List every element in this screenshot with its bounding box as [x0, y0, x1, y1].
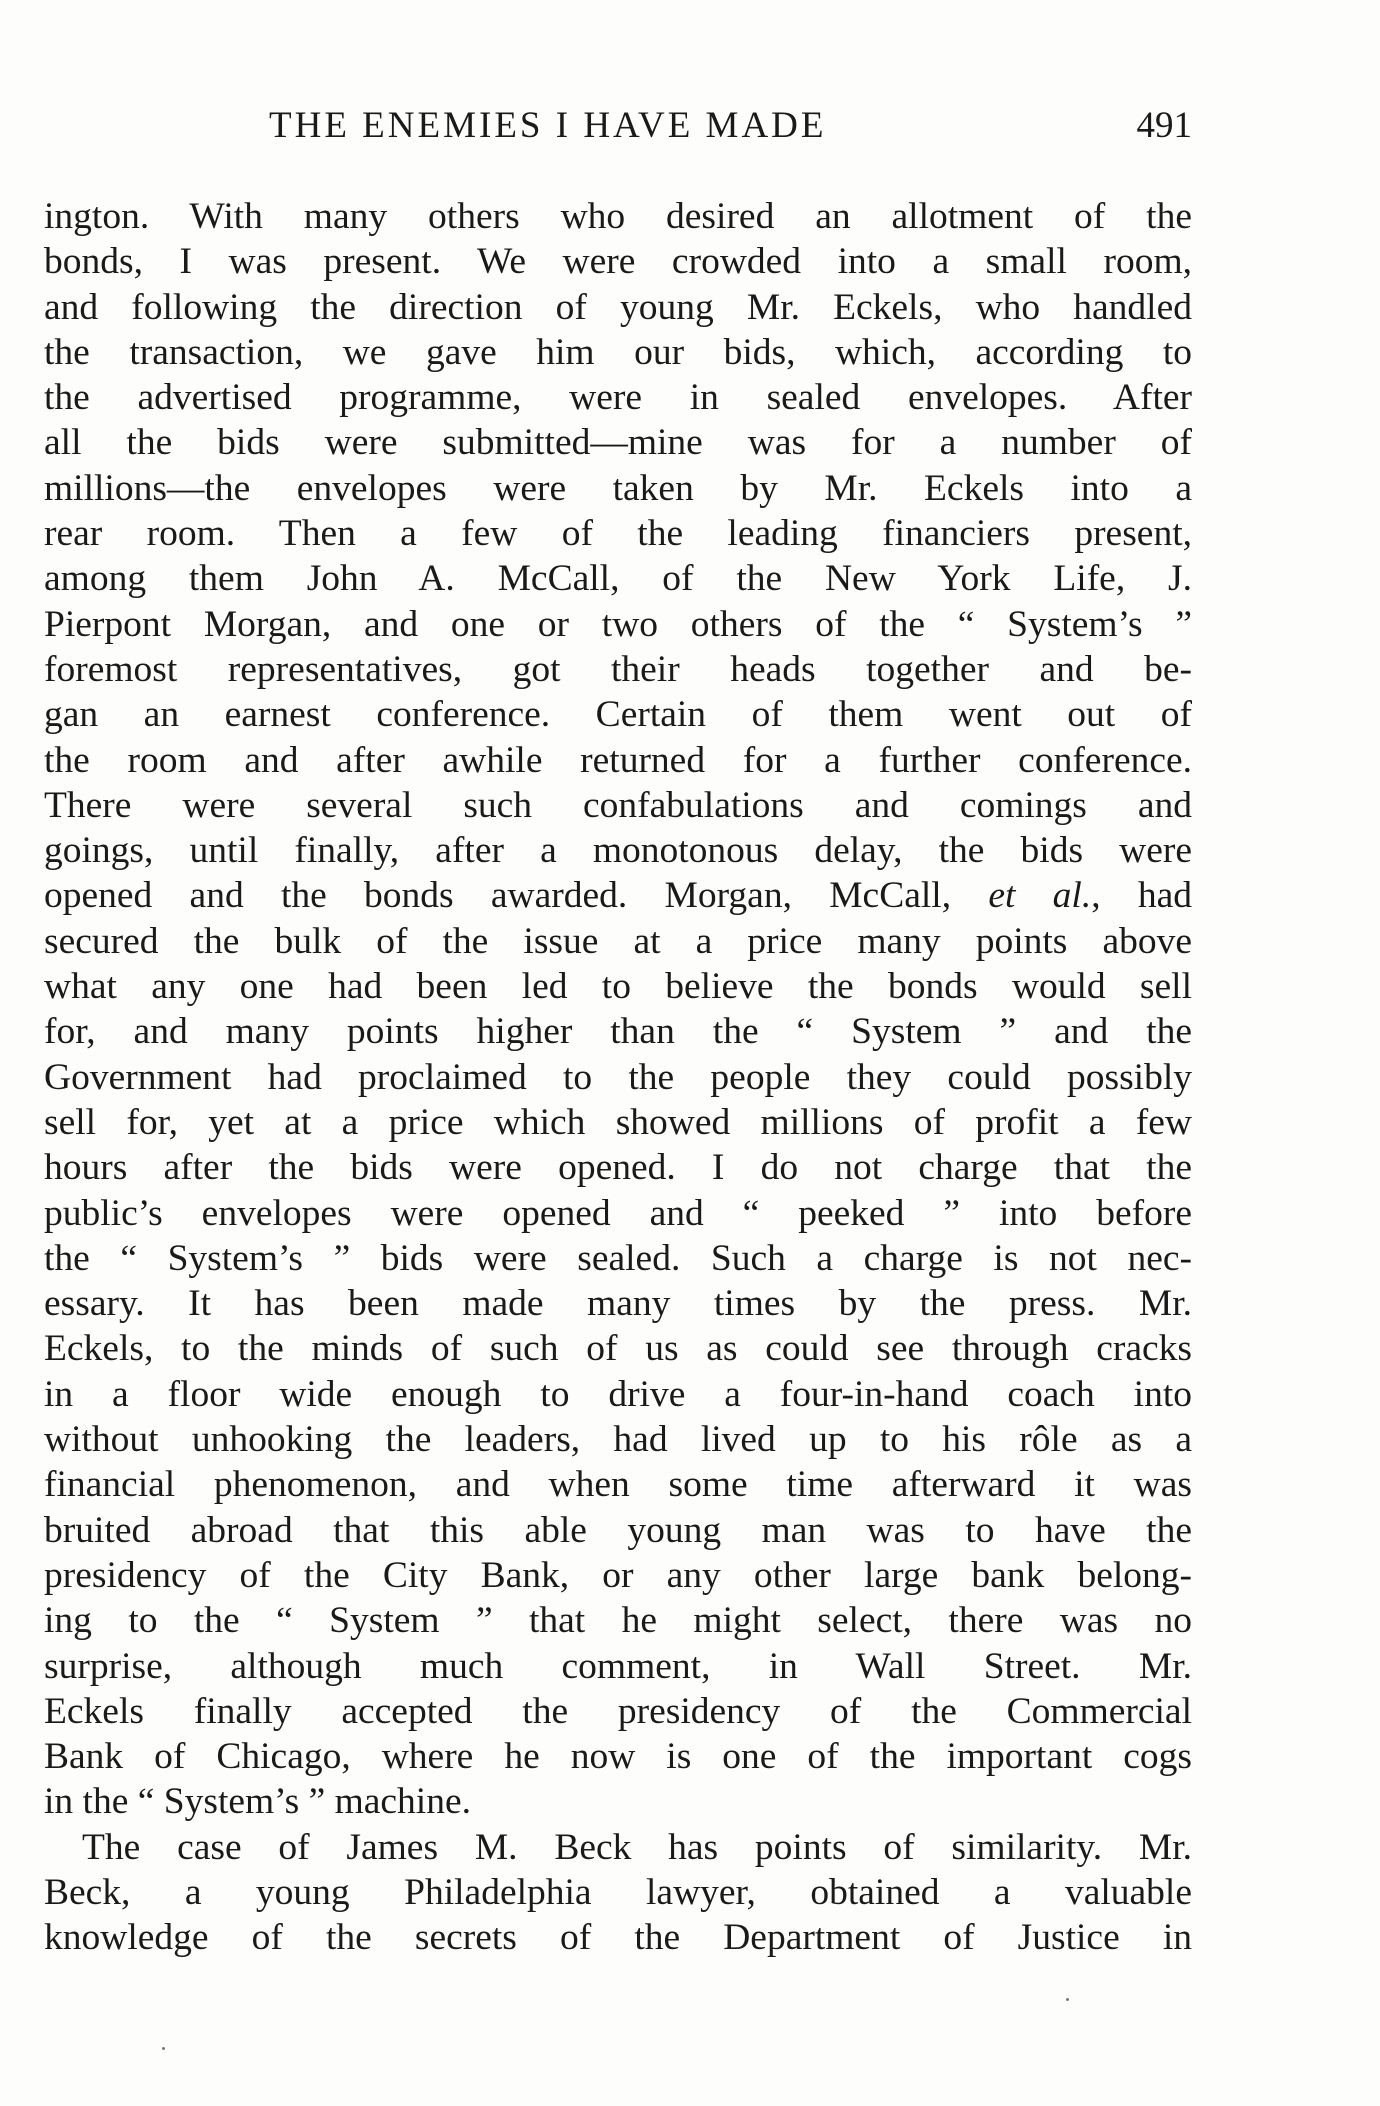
text-line: bonds, I was present. We were crowded into a small room,: [44, 241, 1192, 283]
print-speck: [1066, 1998, 1069, 2001]
running-head: [44, 104, 1192, 154]
text-line: surprise, although much comment, in Wall Street. Mr.: [44, 1645, 1192, 1687]
text-line: for, and many points higher than the “ System ” and the: [44, 1011, 1192, 1053]
text-line: Bank of Chicago, where he now is one of the important cogs: [44, 1736, 1192, 1778]
text-line: the “ System’s ” bids were sealed. Such a charge is not nec-: [44, 1237, 1192, 1279]
text-line: among them John A. McCall, of the New York Life, J.: [44, 558, 1192, 600]
text-line: the room and after awhile returned for a further conference.: [44, 739, 1192, 781]
text-line: without unhooking the leaders, had lived up to his rôle as a: [44, 1419, 1192, 1461]
text-line: Eckels, to the minds of such of us as could see through cracks: [44, 1328, 1192, 1370]
text-line: bruited abroad that this able young man was to have the: [44, 1509, 1192, 1551]
text-line: in a floor wide enough to drive a four-in-hand coach into: [44, 1373, 1192, 1415]
text-line: the advertised programme, were in sealed envelopes. After: [44, 377, 1192, 419]
text-line: opened and the bonds awarded. Morgan, McCall, et al., had: [44, 875, 1193, 917]
running-title: THE ENEMIES I HAVE MADE: [269, 105, 827, 146]
text-line: millions—the envelopes were taken by Mr. Eckels into a: [44, 467, 1192, 509]
text-line: Eckels finally accepted the presidency of the Commercial: [44, 1690, 1192, 1732]
text-line: what any one had been led to believe the bonds would sell: [44, 966, 1192, 1008]
text-line: in the “ System’s ” machine.: [44, 1781, 471, 1823]
print-speck: [162, 2047, 165, 2050]
text-line: ington. With many others who desired an allotment of the: [44, 196, 1192, 237]
text-line: all the bids were submitted—mine was for a number of: [44, 422, 1192, 464]
text-line: knowledge of the secrets of the Department of Justice in: [44, 1917, 1192, 1959]
text-line: sell for, yet at a price which showed millions of profit a few: [44, 1101, 1192, 1143]
text-line: presidency of the City Bank, or any other large bank belong-: [44, 1554, 1192, 1596]
text-line: ing to the “ System ” that he might select, there was no: [44, 1600, 1192, 1642]
body-text: [44, 194, 1192, 1961]
text-line: Beck, a young Philadelphia lawyer, obtained a valuable: [44, 1871, 1192, 1913]
text-line: hours after the bids were opened. I do not charge that the: [44, 1147, 1192, 1189]
text-line: Government had proclaimed to the people they could possibly: [44, 1056, 1192, 1098]
text-line: the transaction, we gave him our bids, which, according to: [44, 331, 1192, 373]
text-line: secured the bulk of the issue at a price many points above: [44, 920, 1192, 962]
text-line: rear room. Then a few of the leading financiers present,: [44, 513, 1192, 555]
text-line: financial phenomenon, and when some time afterward it was: [44, 1464, 1192, 1506]
text-line: foremost representatives, got their heads together and be-: [44, 648, 1192, 690]
text-line: goings, until finally, after a monotonous delay, the bids were: [44, 830, 1192, 872]
text-line: public’s envelopes were opened and “ peeked ” into before: [44, 1192, 1192, 1234]
text-line: There were several such confabulations and comings and: [44, 784, 1192, 826]
text-line: essary. It has been made many times by the press. Mr.: [44, 1283, 1192, 1325]
text-line: The case of James M. Beck has points of similarity. Mr.: [82, 1826, 1192, 1868]
text-line: gan an earnest conference. Certain of them went out of: [44, 694, 1192, 736]
text-line: and following the direction of young Mr. Eckels, who handled: [44, 286, 1192, 328]
text-line: Pierpont Morgan, and one or two others of the “ System’s ”: [44, 603, 1192, 645]
page-number: 491: [1136, 105, 1192, 146]
